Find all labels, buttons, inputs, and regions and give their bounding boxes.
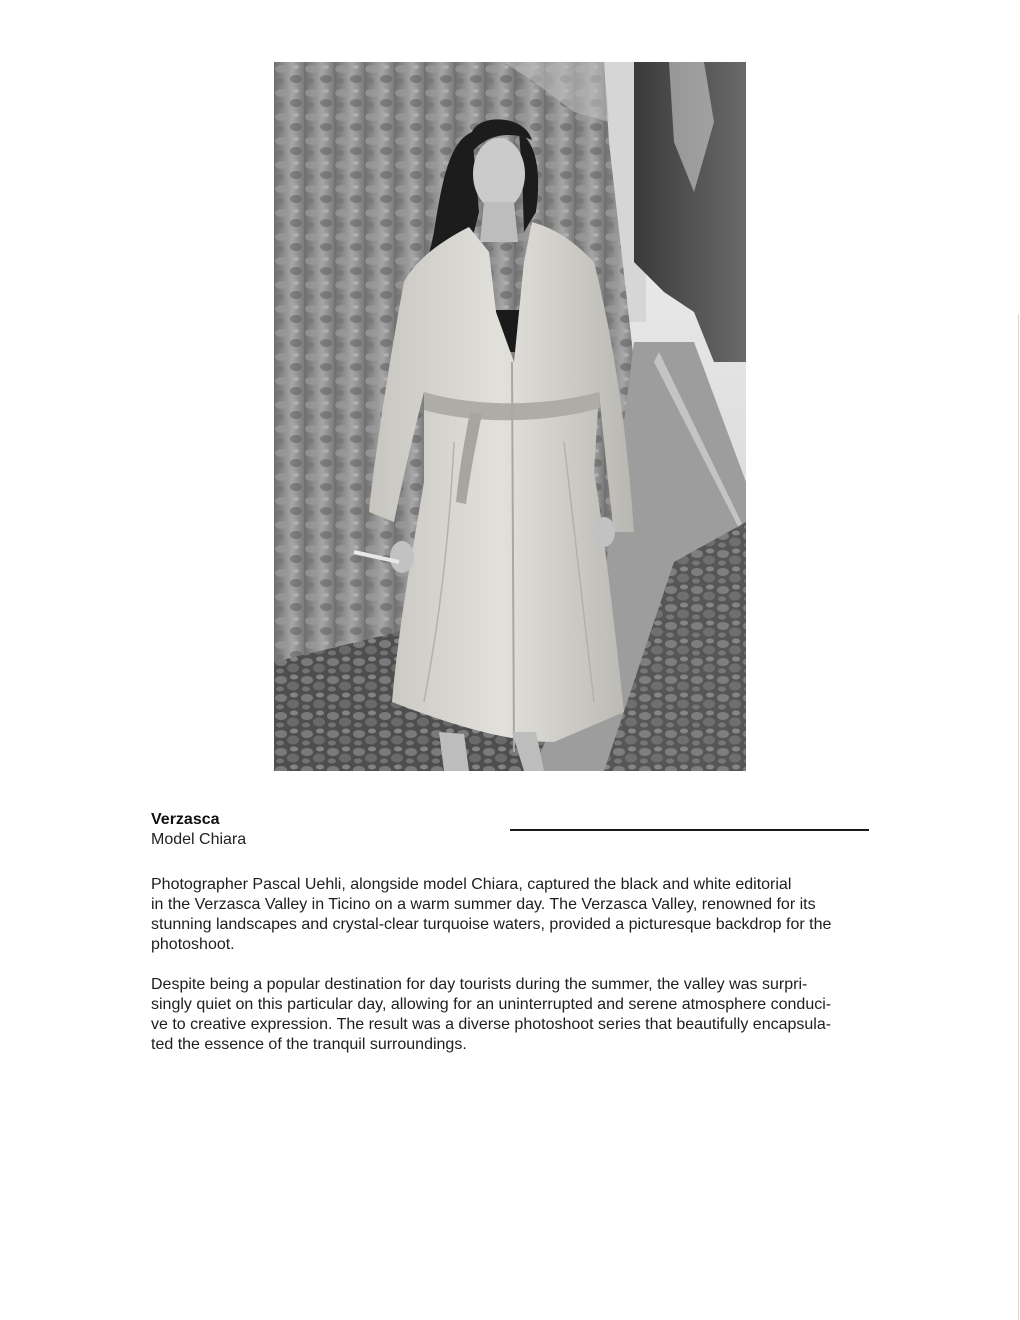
- page-edge-line: [1018, 314, 1019, 1320]
- article-title: Verzasca: [151, 811, 220, 828]
- paragraph-line: ve to creative expression. The result was a diverse photoshoot series that beautifully encapsula-: [151, 1016, 832, 1033]
- paragraph-line: stunning landscapes and crystal-clear turquoise waters, provided a picturesque backdrop for the: [151, 916, 832, 933]
- article-body: [151, 875, 873, 1075]
- paragraph-line: ted the essence of the tranquil surroundings.: [151, 1036, 467, 1053]
- horizontal-rule: [510, 829, 869, 831]
- paragraph-line: in the Verzasca Valley in Ticino on a warm summer day. The Verzasca Valley, renowned for its: [151, 896, 816, 913]
- paragraph-1: [151, 875, 873, 955]
- paragraph-line: Despite being a popular destination for day tourists during the summer, the valley was surpri-: [151, 976, 808, 993]
- paragraph-line: Photographer Pascal Uehli, alongside model Chiara, captured the black and white editorial: [151, 876, 792, 893]
- editorial-photo: [274, 62, 746, 771]
- paragraph-2: [151, 975, 873, 1055]
- article-subtitle: Model Chiara: [151, 831, 247, 848]
- paragraph-line: photoshoot.: [151, 936, 235, 953]
- article-heading: [151, 810, 246, 850]
- paragraph-line: singly quiet on this particular day, allowing for an uninterrupted and serene atmosphere conduci-: [151, 996, 832, 1013]
